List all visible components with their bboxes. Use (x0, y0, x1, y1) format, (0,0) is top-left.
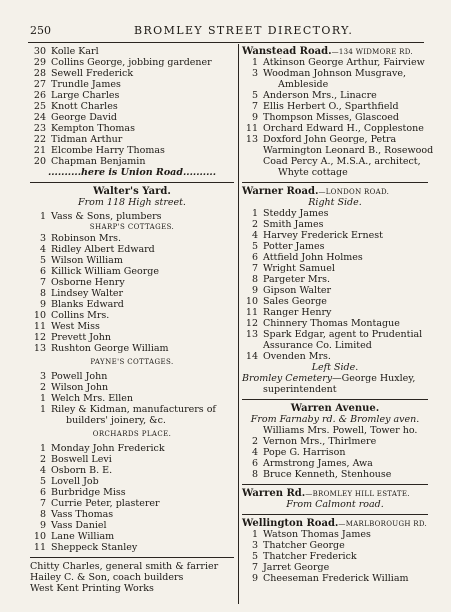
wanstead-road-heading (242, 46, 428, 57)
entry-row (242, 241, 428, 252)
occupant: Elcombe Harry Thomas (51, 145, 165, 156)
house-number: 3 (39, 371, 46, 382)
entry-row (242, 263, 428, 274)
entry-list (30, 46, 234, 167)
occupant: Tidman Arthur (51, 134, 123, 145)
house-number: 4 (39, 465, 46, 476)
occupant: Powell John (51, 371, 108, 382)
street-subtitle: —134 WIDMORE RD. (331, 48, 413, 56)
occupant: Thompson Misses, Glascoed (263, 112, 399, 123)
occupant: Osborn B. E. (51, 465, 113, 476)
occupant: Monday John Frederick (51, 443, 165, 454)
house-number: 6 (39, 487, 46, 498)
entry-row (242, 296, 428, 307)
section-rule (242, 182, 428, 183)
entry-row (30, 123, 234, 134)
house-number: 11 (245, 307, 258, 318)
street-subtitle: —MARLBOROUGH RD. (338, 520, 428, 528)
entry-row (242, 90, 428, 101)
occupant: Steddy James (263, 208, 329, 219)
warren-avenue-from: From Farnaby rd. & Bromley aven. (250, 414, 420, 425)
entry-row (242, 540, 428, 551)
entry-row (30, 145, 234, 156)
entry-row (30, 277, 234, 288)
business-entry: West Kent Printing Works (30, 583, 154, 594)
occupant: Boswell Levi (51, 454, 112, 465)
entry-list (30, 233, 234, 354)
occupant: Sales George (263, 296, 327, 307)
street-subtitle: —BROMLEY HILL ESTATE. (305, 490, 410, 498)
entry-list (242, 529, 428, 584)
entry-row (30, 134, 234, 145)
entry-row (30, 288, 234, 299)
entry-row (30, 310, 234, 321)
right-side-label: Right Side. (308, 197, 362, 208)
house-number: 8 (251, 274, 258, 285)
union-road-note: ..........here is Union Road.......... (47, 167, 217, 178)
house-number: 4 (251, 230, 258, 241)
page-header (0, 24, 451, 40)
entry-row (30, 454, 234, 465)
occupant: Anderson Mrs., Linacre (263, 90, 377, 101)
entry-row (242, 230, 428, 241)
house-number: 28 (33, 68, 46, 79)
entry-row (30, 90, 234, 101)
occupant: Vass & Sons, plumbers (51, 211, 162, 222)
occupant: Trundle James (51, 79, 121, 90)
business-entry: Hailey C. & Son, coach builders (30, 572, 184, 583)
house-number: 4 (251, 447, 258, 458)
house-number: 5 (39, 476, 46, 487)
house-number: 7 (251, 263, 258, 274)
occupant: Wilson William (51, 255, 123, 266)
occupant: Spark Edgar, agent to Prudential (263, 329, 423, 340)
occupant: Chinnery Thomas Montague (263, 318, 400, 329)
house-number: 1 (251, 57, 258, 68)
entry-row (242, 340, 428, 351)
entry-row (30, 498, 234, 509)
occupant: Cheeseman Frederick William (263, 573, 409, 584)
house-number: 1 (39, 211, 46, 222)
house-number: 27 (33, 79, 46, 90)
occupant: Lane William (51, 531, 115, 542)
occupant: Knott Charles (51, 101, 118, 112)
page-title: BROMLEY STREET DIRECTORY. (134, 24, 354, 37)
house-number: 12 (245, 318, 258, 329)
occupant: Vass Thomas (51, 509, 114, 520)
entry-row (242, 285, 428, 296)
occupant: Currie Peter, plasterer (51, 498, 160, 509)
entry-row (30, 520, 234, 531)
occupant: Rushton George William (51, 343, 169, 354)
house-number: 6 (39, 266, 46, 277)
house-number: 14 (245, 351, 258, 362)
occupant: Ridley Albert Edward (51, 244, 155, 255)
entry-row (30, 244, 234, 255)
sharps-cottages-heading: SHARP'S COTTAGES. (89, 223, 175, 231)
house-number: 13 (33, 343, 46, 354)
occupant: Bruce Kenneth, Stenhouse (263, 469, 392, 480)
house-number: 5 (251, 241, 258, 252)
entry-row (242, 57, 428, 68)
tail-list (30, 561, 234, 594)
entry-continuation: builders' joinery, &c. (66, 415, 166, 426)
entry-row (30, 487, 234, 498)
entry-row (242, 573, 428, 584)
wellington-road-heading (242, 518, 428, 529)
entry-row (30, 211, 234, 222)
cemetery-entry (242, 373, 428, 384)
house-number: 3 (39, 233, 46, 244)
warren-rd-from: From Calmont road. (286, 499, 384, 510)
entry-row (242, 134, 428, 145)
house-number: 7 (251, 562, 258, 573)
left-side-label: Left Side. (311, 362, 359, 373)
entry-row (242, 79, 428, 90)
occupant: Attfield John Holmes (263, 252, 363, 263)
entry-row (30, 443, 234, 454)
entry-list (30, 443, 234, 553)
house-number: 2 (39, 454, 46, 465)
entry-row (242, 447, 428, 458)
house-number: 3 (251, 540, 258, 551)
occupant: Lovell Job (51, 476, 99, 487)
house-number: 23 (33, 123, 46, 134)
business-entry: Chitty Charles, general smith & farrier (30, 561, 219, 572)
entry-row (242, 156, 428, 167)
entry-row (30, 68, 234, 79)
entry-row (30, 299, 234, 310)
house-number: 8 (39, 288, 46, 299)
warren-avenue-heading: Warren Avenue. (290, 403, 380, 414)
section-rule (242, 484, 428, 485)
house-number: 21 (33, 145, 46, 156)
occupant: Ellis Herbert O., Sparthfield (263, 101, 399, 112)
occupant: Osborne Henry (51, 277, 125, 288)
house-number: 1 (251, 208, 258, 219)
occupant: Burbridge Miss (51, 487, 126, 498)
occupant: Orchard Edward H., Copplestone (263, 123, 424, 134)
entry-row (242, 469, 428, 480)
entry-row (30, 266, 234, 277)
walters-yard-heading: Walter's Yard. (93, 186, 171, 197)
entry-row (242, 219, 428, 230)
house-number: 1 (39, 443, 46, 454)
house-number: 2 (251, 436, 258, 447)
house-number: 12 (33, 332, 46, 343)
house-number: 9 (39, 299, 46, 310)
entry-row (242, 101, 428, 112)
house-number: 9 (251, 285, 258, 296)
entry-row (30, 156, 234, 167)
cemetery-name: Bromley Cemetery (242, 373, 333, 384)
entry-row (242, 208, 428, 219)
house-number: 2 (251, 219, 258, 230)
column-divider (238, 44, 239, 604)
house-number: 3 (251, 68, 258, 79)
occupant: Atkinson George Arthur, Fairview (263, 57, 425, 68)
house-number: 2 (39, 382, 46, 393)
entry-row (30, 371, 234, 382)
entry-row (30, 112, 234, 123)
occupant: Thatcher Frederick (263, 551, 357, 562)
occupant: Kolle Karl (51, 46, 99, 57)
house-number: 6 (251, 252, 258, 263)
occupant: Lindsey Walter (51, 288, 124, 299)
entry-row (242, 529, 428, 540)
entry-row (30, 46, 234, 57)
entry-continuation: superintendent (263, 384, 337, 395)
occupant: Vernon Mrs., Thirlmere (263, 436, 377, 447)
street-name: Wellington Road. (242, 518, 339, 529)
occupant: Sheppeck Stanley (51, 542, 138, 553)
entry-row (242, 318, 428, 329)
house-number: 26 (33, 90, 46, 101)
occupant: Thatcher George (263, 540, 345, 551)
entry-row (242, 351, 428, 362)
house-number: 9 (251, 112, 258, 123)
entry-row (30, 531, 234, 542)
house-number: 6 (251, 458, 258, 469)
entry-row (242, 458, 428, 469)
house-number: 13 (245, 134, 258, 145)
warren-rd-heading (242, 488, 428, 499)
house-number: 1 (39, 393, 46, 404)
house-number: 1 (39, 404, 46, 415)
occupant: Woodman Johnson Musgrave, (263, 68, 406, 79)
entry-row (242, 274, 428, 285)
occupant: Collins George, jobbing gardener (51, 57, 212, 68)
section-rule (242, 399, 428, 400)
occupant: Watson Thomas James (263, 529, 371, 540)
house-number: 20 (33, 156, 46, 167)
section-rule (30, 182, 234, 183)
entry-row (242, 436, 428, 447)
occupant: Kempton Thomas (51, 123, 135, 134)
entry-row (30, 233, 234, 244)
entry-row (242, 562, 428, 573)
warner-road-heading (242, 186, 428, 197)
entry-row (242, 112, 428, 123)
occupant: Killick William George (51, 266, 159, 277)
house-number: 10 (33, 310, 46, 321)
house-number: 5 (39, 255, 46, 266)
left-column (30, 46, 234, 594)
occupant: Large Charles (51, 90, 120, 101)
entry-row (242, 145, 434, 156)
cemetery-detail: —George Huxley, (332, 373, 416, 384)
entry-row (242, 252, 428, 263)
occupant: Collins Mrs. (51, 310, 110, 321)
occupant: Robinson Mrs. (51, 233, 122, 244)
house-number: 11 (33, 542, 46, 553)
occupant: Smith James (263, 219, 324, 230)
entry-row (242, 68, 428, 79)
entry-row (242, 551, 428, 562)
house-number: 13 (245, 329, 258, 340)
house-number: 9 (39, 520, 46, 531)
walters-yard-from: From 118 High street. (78, 197, 186, 208)
house-number: 25 (33, 101, 46, 112)
page-number: 250 (30, 24, 51, 37)
street-name: Warren Rd. (242, 488, 306, 499)
entry-row (30, 321, 234, 332)
occupant: Welch Mrs. Ellen (51, 393, 134, 404)
house-number: 10 (245, 296, 258, 307)
occupant: Riley & Kidman, manufacturers of (51, 404, 216, 415)
house-number: 7 (39, 498, 46, 509)
entry-row: Williams Mrs. Powell, Tower ho. (263, 425, 418, 436)
entry-row (30, 255, 234, 266)
entry-row (30, 465, 234, 476)
house-number: 8 (39, 509, 46, 520)
house-number: 4 (39, 244, 46, 255)
house-number: 30 (33, 46, 46, 57)
entry-row (30, 57, 234, 68)
occupant: Pope G. Harrison (263, 447, 346, 458)
occupant: Ovenden Mrs. (263, 351, 331, 362)
entry-row (242, 167, 428, 178)
house-number: 9 (251, 573, 258, 584)
occupant: Sewell Frederick (51, 68, 134, 79)
house-number: 24 (33, 112, 46, 123)
entry-row (30, 509, 234, 520)
house-number: 8 (251, 469, 258, 480)
occupant: Ranger Henry (263, 307, 332, 318)
house-number: 5 (251, 90, 258, 101)
section-rule (30, 557, 234, 558)
house-number: 5 (251, 551, 258, 562)
entry-list (242, 436, 428, 480)
occupant: Prevett John (51, 332, 111, 343)
house-number: 7 (39, 277, 46, 288)
occupant: Warmington Leonard B., Rosewood (263, 145, 434, 156)
entry-row (30, 542, 234, 553)
right-column (242, 46, 434, 584)
entry-list (242, 208, 428, 362)
occupant: Harvey Frederick Ernest (263, 230, 383, 241)
house-number: 11 (245, 123, 258, 134)
house-number: 1 (251, 529, 258, 540)
street-name: Wanstead Road. (242, 46, 332, 57)
occupant: West Miss (51, 321, 100, 332)
occupant: Wilson John (51, 382, 109, 393)
entry-row (30, 332, 234, 343)
occupant: Ambleside (278, 79, 329, 90)
occupant: Potter James (263, 241, 325, 252)
paynes-cottages-heading: PAYNE'S COTTAGES. (90, 358, 174, 366)
entry-row (30, 404, 234, 415)
house-number: 10 (33, 531, 46, 542)
entry-list (30, 371, 234, 415)
entry-row (30, 79, 234, 90)
entry-row (242, 329, 428, 340)
entry-row (242, 123, 428, 134)
entry-row (30, 343, 234, 354)
entry-row (30, 382, 234, 393)
occupant: George David (51, 112, 117, 123)
occupant: Armstrong James, Awa (263, 458, 373, 469)
occupant: Blanks Edward (51, 299, 124, 310)
entry-row (242, 307, 428, 318)
occupant: Chapman Benjamin (51, 156, 146, 167)
occupant: Assurance Co. Limited (263, 340, 372, 351)
occupant: Whyte cottage (278, 167, 348, 178)
entry-row (30, 476, 234, 487)
occupant: Vass Daniel (51, 520, 107, 531)
orchards-place-heading: ORCHARDS PLACE. (92, 430, 172, 438)
occupant: Jarret George (263, 562, 330, 573)
occupant: Gipson Walter (263, 285, 332, 296)
header-rule (28, 42, 424, 43)
house-number: 22 (33, 134, 46, 145)
house-number: 11 (33, 321, 46, 332)
house-number: 7 (251, 101, 258, 112)
house-number: 29 (33, 57, 46, 68)
street-subtitle: —LONDON ROAD. (318, 188, 390, 196)
section-rule (242, 514, 428, 515)
entry-row (30, 393, 234, 404)
street-name: Warner Road. (242, 186, 319, 197)
occupant: Coad Percy A., M.S.A., architect, (263, 156, 421, 167)
entry-list (242, 57, 434, 178)
occupant: Pargeter Mrs. (263, 274, 331, 285)
entry-row (30, 101, 234, 112)
occupant: Wright Samuel (263, 263, 335, 274)
occupant: Doxford John George, Petra (263, 134, 397, 145)
